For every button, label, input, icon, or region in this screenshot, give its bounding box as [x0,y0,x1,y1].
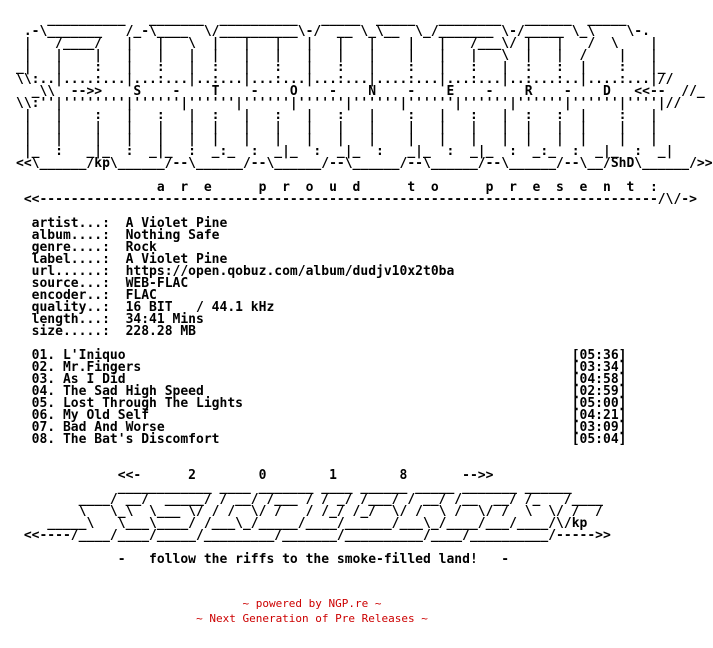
footer-tagline: ~ Next Generation of Pre Releases ~ [196,612,428,625]
nfo-ascii-art: __________ _______ __________ _____ _____ ________ ______ _____ .-\_______ /_-\____ \/__________\-/ __ \_\__ \_/_______ \-/_____ \_\ \-. | /____/ | | \ | | | | | | | | /___\/ | | / \ | | | | | | | | | | | | | | | | \ | | / | | _| | : | : | : | : | : | : | : | : : | : |_ \\:..|....:...|...:...|..:...|...:...|...:...|....:...|...:...|..:...:..|....:...|// _\\ -->> S - T - O - N - E - R - D <<-- //_ \\:''|''''''''|''''''|''''''|''''''|''''''|''''''|''''''|''''''|''''''|''''''|''''|// | | : | : | : | : | : | : | : | : : | : | | | | | | | | | | | | | | | | | | | | | | | | | | | | | | | | | | | | | | | | | | | |_ : _|_ : _|_ : _:_ : _|_ : _|_ : _|_ : _|_ : _:_ : _|_ : _| <<\______/kp\______/--\______/--\______/--\______/--\______/--\______/--\__/ShD\______/>> a r e p r o u d t o p r e s e n t : <<-------------------------------------------------------------------------------/\/-> artist...: A Violet Pine album....: Nothing Safe genre....: Rock label....: A Violet Pine url......: https://open.qobuz.com/album/dudjv10x2t0ba source...: WEB-FLAC encoder..: FLAC quality..: 16 BIT / 44.1 kHz length...: 34:41 Mins size.....: 228.28 MB 01. L'Iniquo [05:36] 02. Mr.Fingers [03:34] 03. As I Did [04:58] 04. The Sad High Speed [02:59] 05. Lost Through The Lights [05:00] 06. My Old Self [04:21] 07. Bad And Worse [03:09] 08. The Bat's Discomfort [05:04] <<- 2 0 1 8 -->> ____________ ____ _______ ____ ______ _____ _______ ______ ____/ __/ _____/ / __/ /___ / / _/ /___/ / __/ /__ __/ /_ /____ \ \_\ \___ \/ / / \/ / / /_/ /_/ \/ / \ / \/ / \ \/ / / _____\ \___\____/ /___\_/_____/____/______/___\_/____/___/____/\/kp <<----/____/____/_____/_________/_______/__________/____/__________/----->> - follow the riffs to the smoke-filled land! - [16,12,713,567]
footer-powered-by: ~ powered by NGP.re ~ [242,597,382,610]
